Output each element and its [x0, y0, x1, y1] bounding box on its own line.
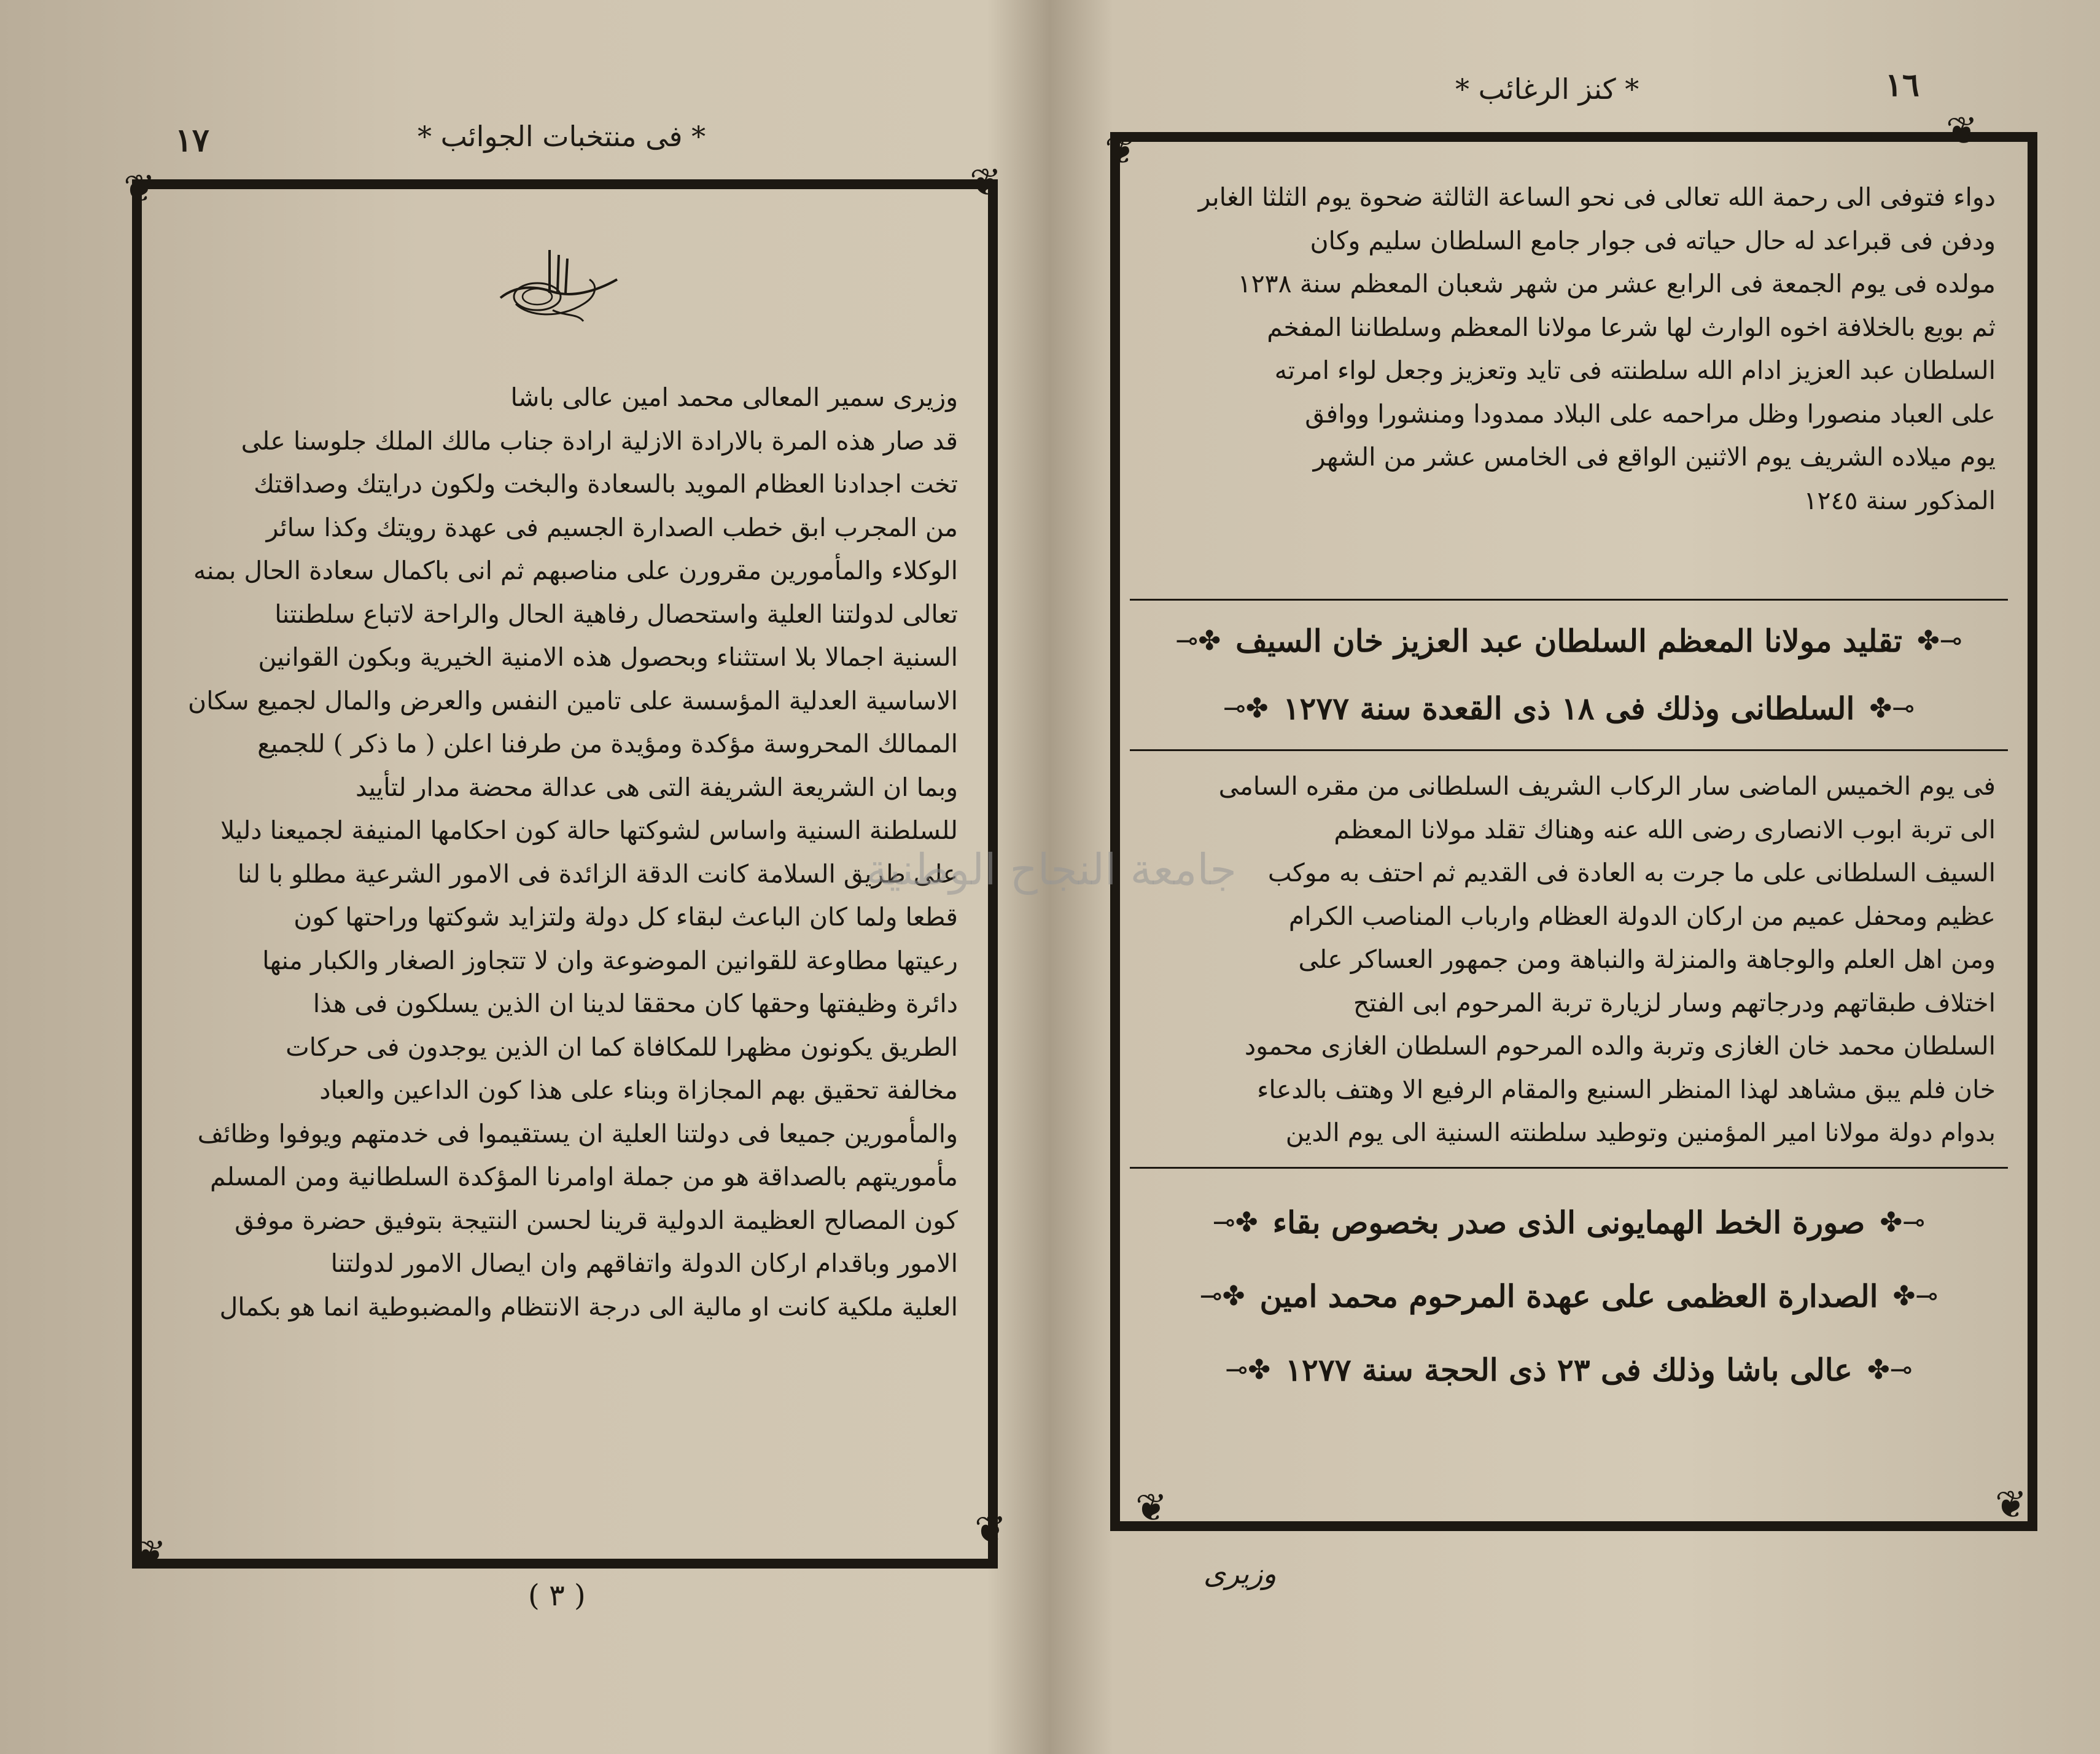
corner-ornament-icon: ❦	[123, 166, 155, 211]
text-line: الممالك المحروسة مؤكدة ومؤيدة من طرفنا اعلن ( ما ذكر ) للجميع	[257, 729, 958, 758]
section-title-text: الصدارة العظمى على عهدة المرحوم محمد امين	[1259, 1277, 1878, 1314]
section-title-text: عالى باشا وذلك فى ٢٣ ذى الحجة سنة ١٢٧٧	[1285, 1351, 1853, 1388]
corner-ornament-icon: ❦	[1105, 128, 1137, 173]
section-divider	[1130, 1167, 2008, 1169]
text-line: قطعا ولما كان الباعث لبقاء كل دولة ولتزايد شوكتها وراحتها كون	[294, 902, 958, 932]
text-line: دائرة وظيفتها وحقها كان محققا لدينا ان الذين يسلكون فى هذا	[313, 989, 958, 1018]
text-line: الوكلاء والمأمورين مقرورن على مناصبهم ثم انى باكمال سعادة الحال بمنه	[193, 556, 958, 585]
text-line: عظيم ومحفل عميم من اركان الدولة العظام وارباب المناصب الكرام	[1288, 901, 1996, 931]
corner-ornament-icon: ❦	[974, 1507, 1006, 1552]
ornament-icon: ⊸✤	[1867, 1354, 1913, 1386]
running-head: * فى منتخبات الجوائب *	[418, 120, 706, 153]
signature-mark: ( ٣ )	[528, 1578, 586, 1613]
ornament-icon: ⊸✤	[1880, 1206, 1926, 1238]
text-line: الطريق يكونون مظهرا للمكافاة كما ان الذين يوجدون فى حركات	[286, 1032, 958, 1062]
text-line: فى يوم الخميس الماضى سار الركاب الشريف السلطانى من مقره السامى	[1218, 771, 1996, 801]
text-line: بدوام دولة مولانا امير المؤمنين وتوطيد سلطنته السنية الى يوم الدين	[1285, 1118, 1996, 1147]
section-title-line	[1130, 1339, 2008, 1400]
text-line: السلطان محمد خان الغازى وتربة والده المرحوم السلطان الغازى محمود	[1244, 1031, 1996, 1061]
text-line: السلطان عبد العزيز ادام الله سلطنته فى تايد وتعزيز وجعل لواء امرته	[1274, 356, 1996, 385]
ornament-icon: ⊸✤	[1869, 692, 1915, 724]
tughra-seal-icon	[491, 243, 626, 335]
text-line: مولده فى يوم الجمعة فى الرابع عشر من شهر شعبان المعظم سنة ١٢٣٨	[1237, 269, 1996, 298]
text-line: السنية اجمالا بلا استثناء وبحصول هذه الامنية الخيرية وبكون القوانين	[258, 642, 958, 672]
text-line: رعيتها مطاوعة للقوانين الموضوعة وان لا تتجاوز الصغار والكبار منها	[262, 945, 958, 975]
corner-ornament-icon: ❦	[1946, 108, 1978, 153]
section-title-line	[1130, 677, 2008, 739]
ornament-icon: ⊸✤	[1892, 1280, 1939, 1312]
obituary-text	[1148, 176, 1996, 522]
section-title-line	[1130, 1191, 2008, 1253]
corner-ornament-icon: ❦	[134, 1532, 166, 1577]
text-line: خان فلم يبق مشاهد لهذا المنظر السنيع والمقام الرفيع الا وهتف بالدعاء	[1257, 1074, 1996, 1104]
text-line: قد صار هذه المرة بالارادة الازلية ارادة جناب مالك الملك جلوسنا على	[241, 426, 958, 456]
ornament-icon: ✤⊸	[1223, 692, 1269, 724]
text-line: على العباد منصورا وظل مراحمه على البلاد ممدودا ومنشورا ووافق	[1305, 399, 1996, 429]
text-line: من المجرب ابق خطب الصدارة الجسيم فى عهدة رويتك وكذا سائر	[266, 512, 958, 542]
text-line: كون المصالح العظيمة الدولية قرينا لحسن النتيجة بتوفيق حضرة موفق	[235, 1205, 958, 1235]
text-line: اختلاف طبقاتهم ودرجاتهم وسار لزيارة تربة المرحوم ابى الفتح	[1353, 988, 1996, 1018]
text-line: والمأمورين جميعا فى دولتنا العلية ان يستقيموا فى خدمتهم ويوفوا وظائف	[197, 1118, 958, 1148]
section-title-line	[1130, 1265, 2008, 1327]
corner-ornament-icon: ❦	[970, 160, 1001, 205]
ornament-icon: ✤⊸	[1175, 625, 1221, 657]
library-watermark: جامعة النجاح الوطنية	[866, 844, 1237, 895]
catchword: وزيرى	[1204, 1557, 1277, 1590]
page-number: ١٧	[175, 122, 209, 159]
page-number: ١٦	[1885, 66, 1919, 104]
text-line: وزيرى سمير المعالى محمد امين عالى باشا	[510, 383, 958, 412]
text-line: ودفن فى قبراعد له حال حياته فى جوار جامع السلطان سليم وكان	[1310, 225, 1996, 255]
decree-text	[166, 376, 958, 1328]
corner-ornament-icon: ❦	[1135, 1485, 1167, 1530]
corner-ornament-icon: ❦	[1995, 1482, 2027, 1527]
text-line: ومن اهل العلم والوجاهة والمنزلة والنباهة ومن جمهور العساكر على	[1298, 945, 1996, 974]
section-title-text: صورة الخط الهمايونى الذى صدر بخصوص بقاء	[1272, 1204, 1865, 1241]
text-line: ثم بويع بالخلافة اخوه الوارث لها شرعا مولانا المعظم وسلطاننا المفخم	[1267, 312, 1996, 342]
section-title-line	[1130, 610, 2008, 671]
text-line: دواء فتوفى الى رحمة الله تعالى فى نحو الساعة الثالثة ضحوة يوم الثلثا الغابر	[1198, 182, 1996, 212]
ornament-icon: ✤⊸	[1199, 1280, 1245, 1312]
text-line: على طريق السلامة كانت الدقة الزائدة فى الامور الشرعية مطلو با لنا	[237, 859, 958, 889]
text-line: الى تربة ابوب الانصارى رضى الله عنه وهناك تقلد مولانا المعظم	[1334, 814, 1996, 844]
ornament-icon: ⊸✤	[1916, 625, 1962, 657]
text-line: الامور وباقدام اركان الدولة واتفاقهم وان ايصال الامور لدولتنا	[330, 1249, 958, 1278]
text-line: تخت اجدادنا العظام المويد بالسعادة والبخت ولكون درايتك وصداقتك	[254, 469, 958, 499]
text-line: وبما ان الشريعة الشريفة التى هى عدالة محضة مدار لتأييد	[355, 772, 958, 802]
section-title-box	[1130, 1170, 2008, 1422]
ornament-icon: ✤⊸	[1225, 1354, 1271, 1386]
text-line: المذكور سنة ١٢٤٥	[1803, 485, 1996, 515]
text-line: السيف السلطانى على ما جرت به العادة فى القديم ثم احتف به موكب	[1267, 858, 1996, 887]
section-title-box	[1130, 599, 2008, 751]
text-line: تعالى لدولتنا العلية واستحصال رفاهية الحال والراحة لاتباع سلطنتنا	[274, 599, 958, 629]
section-title-text: السلطانى وذلك فى ١٨ ذى القعدة سنة ١٢٧٧	[1283, 690, 1855, 727]
text-line: يوم ميلاده الشريف يوم الاثنين الواقع فى الخامس عشر من الشهر	[1313, 442, 1996, 472]
text-line: مأموريتهم بالصداقة هو من جملة اوامرنا المؤكدة السلطانية ومن المسلم	[210, 1162, 958, 1191]
running-head: * كنز الرغائب *	[1455, 72, 1639, 106]
text-line: الاساسية العدلية المؤسسة على تامين النفس والعرض والمال لجميع سكان	[187, 685, 958, 715]
section-title-text: تقليد مولانا المعظم السلطان عبد العزيز خان السيف	[1235, 622, 1902, 659]
text-line: العلية ملكية كانت او مالية الى درجة الانتظام والمضبوطية انما هو بكمال	[219, 1292, 958, 1322]
ornament-icon: ✤⊸	[1212, 1206, 1258, 1238]
text-line: مخالفة تحقيق بهم المجازاة وبناء على هذا كون الداعين والعباد	[319, 1075, 958, 1105]
ceremony-text	[1148, 765, 1996, 1155]
text-line: للسلطنة السنية واساس لشوكتها حالة كون احكامها المنيفة لجميعنا دليلا	[220, 816, 958, 845]
